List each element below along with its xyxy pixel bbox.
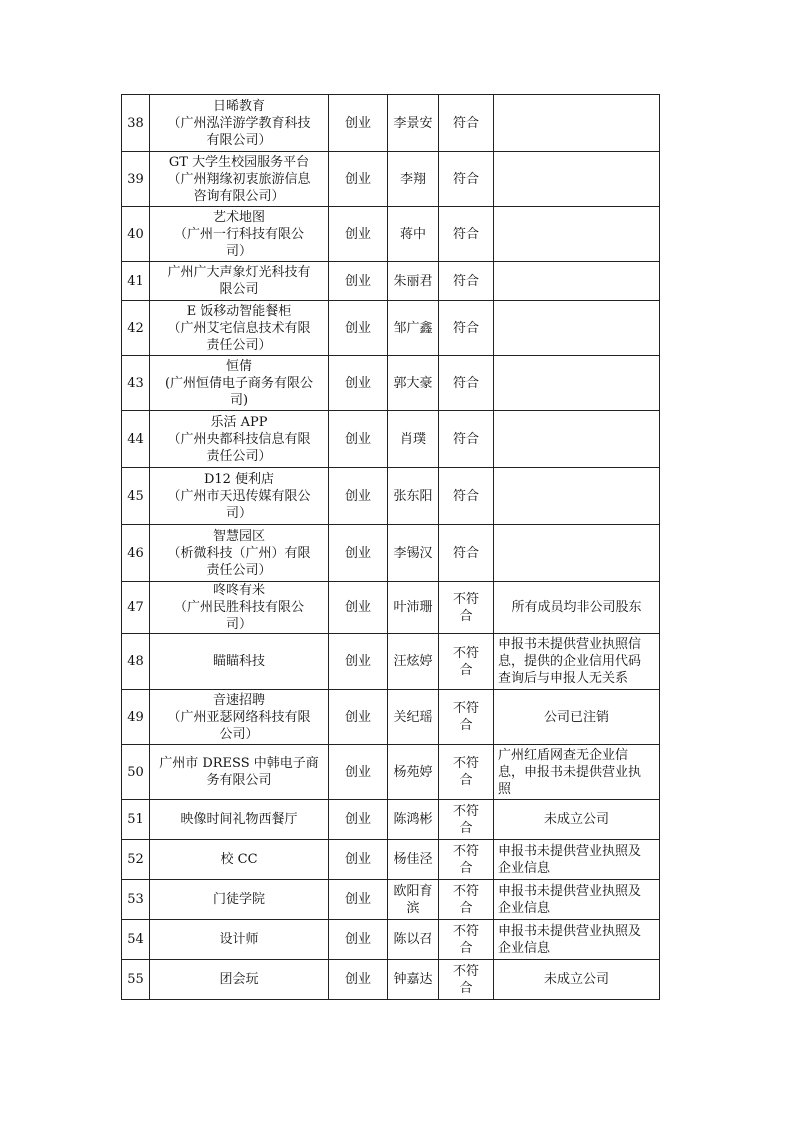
row-number-cell: 55 <box>122 960 150 1000</box>
applicant-cell: 叶沛珊 <box>388 582 439 634</box>
result-line: 不符 <box>452 591 479 607</box>
row-number-cell: 46 <box>122 525 150 582</box>
applicant-cell: 蒋中 <box>388 207 439 262</box>
project-cell <box>150 920 329 960</box>
note-cell <box>494 745 660 800</box>
result-cell <box>439 800 494 840</box>
project-line: 设计师 <box>219 932 259 947</box>
note-cell <box>494 690 660 745</box>
table-row <box>122 468 660 525</box>
result-cell: 符合 <box>439 152 494 207</box>
result-cell: 符合 <box>439 468 494 525</box>
note-line: 息，申报书未提供营业执 <box>498 764 642 780</box>
row-number-cell: 40 <box>122 207 150 262</box>
note-line: 息，提供的企业信用代码 <box>498 654 642 669</box>
project-line: 广州市 DRESS 中韩电子商 <box>159 756 319 771</box>
result-cell <box>439 582 494 634</box>
note-cell <box>494 582 660 634</box>
result-line: 不符 <box>452 883 479 899</box>
result-line: 合 <box>459 718 473 733</box>
project-line: 团会玩 <box>219 972 259 987</box>
project-cell <box>150 262 329 301</box>
project-line: 日晞教育 <box>212 98 265 114</box>
result-cell: 符合 <box>439 356 494 411</box>
note-cell <box>494 356 660 411</box>
applicant-line: 欧阳育 <box>393 883 433 899</box>
results-table <box>121 94 660 1000</box>
result-cell: 符合 <box>439 411 494 468</box>
result-cell: 符合 <box>439 95 494 152</box>
table-row <box>122 880 660 920</box>
category-cell: 创业 <box>329 745 388 800</box>
result-line: 不符 <box>452 756 479 771</box>
result-line: 合 <box>459 980 473 996</box>
note-cell <box>494 301 660 356</box>
table-row <box>122 262 660 301</box>
result-line: 合 <box>459 820 473 836</box>
results-table-body <box>122 95 660 1000</box>
table-row <box>122 690 660 745</box>
note-line: 企业信息 <box>498 860 551 876</box>
result-cell: 符合 <box>439 262 494 301</box>
project-line: （广州一行科技有限公 <box>173 226 304 242</box>
row-number-cell: 38 <box>122 95 150 152</box>
applicant-cell: 钟嘉达 <box>388 960 439 1000</box>
project-line: 乐活 APP <box>210 414 268 430</box>
table-row <box>122 411 660 468</box>
project-line: 校 CC <box>220 852 258 867</box>
row-number-cell: 52 <box>122 840 150 880</box>
applicant-cell: 杨苑婷 <box>388 745 439 800</box>
project-line: 司） <box>225 243 252 259</box>
project-cell <box>150 525 329 582</box>
note-cell <box>494 411 660 468</box>
applicant-cell: 张东阳 <box>388 468 439 525</box>
result-cell <box>439 745 494 800</box>
project-line: （析微科技（广州）有限 <box>167 545 311 561</box>
project-cell <box>150 468 329 525</box>
note-line: 查询后与申报人无关系 <box>498 671 629 686</box>
project-line: （广州泓洋游学教育科技 <box>167 115 311 131</box>
table-row <box>122 840 660 880</box>
note-line: 广州红盾网查无企业信 <box>498 747 629 763</box>
project-cell <box>150 745 329 800</box>
result-line: 合 <box>459 773 473 788</box>
project-line: （广州市天迅传媒有限公 <box>167 488 311 504</box>
result-line: 不符 <box>452 923 479 939</box>
category-cell: 创业 <box>329 960 388 1000</box>
result-cell: 符合 <box>439 207 494 262</box>
applicant-line: 滨 <box>406 900 420 916</box>
applicant-cell: 汪炫婷 <box>388 634 439 690</box>
note-cell <box>494 840 660 880</box>
note-line: 公司已注销 <box>543 709 609 725</box>
applicant-cell: 郭大豪 <box>388 356 439 411</box>
result-line: 不符 <box>452 803 479 819</box>
note-line: 未成立公司 <box>543 972 609 987</box>
note-cell <box>494 525 660 582</box>
category-cell: 创业 <box>329 262 388 301</box>
note-line: 申报书未提供营业执照及 <box>498 923 642 939</box>
table-row <box>122 356 660 411</box>
row-number-cell: 54 <box>122 920 150 960</box>
table-row <box>122 634 660 690</box>
note-cell <box>494 262 660 301</box>
project-line: 责任公司） <box>206 337 272 353</box>
category-cell: 创业 <box>329 356 388 411</box>
row-number-cell: 53 <box>122 880 150 920</box>
result-line: 不符 <box>452 963 479 979</box>
project-line: 限公司 <box>219 282 259 297</box>
category-cell: 创业 <box>329 301 388 356</box>
result-cell <box>439 920 494 960</box>
applicant-cell: 关纪瑶 <box>388 690 439 745</box>
note-cell <box>494 880 660 920</box>
category-cell: 创业 <box>329 207 388 262</box>
applicant-cell: 陈以召 <box>388 920 439 960</box>
project-cell <box>150 690 329 745</box>
project-line: 艺术地图 <box>212 209 265 225</box>
project-cell <box>150 582 329 634</box>
project-line: 司） <box>225 505 252 521</box>
project-line: 广州广大声象灯光科技有 <box>167 265 311 280</box>
category-cell: 创业 <box>329 800 388 840</box>
row-number-cell: 44 <box>122 411 150 468</box>
project-cell <box>150 152 329 207</box>
table-row <box>122 207 660 262</box>
applicant-cell: 李翔 <box>388 152 439 207</box>
category-cell: 创业 <box>329 411 388 468</box>
row-number-cell: 41 <box>122 262 150 301</box>
project-cell <box>150 95 329 152</box>
note-line: 申报书未提供营业执照及 <box>498 843 642 859</box>
project-cell <box>150 634 329 690</box>
note-line: 企业信息 <box>498 940 551 956</box>
table-row <box>122 960 660 1000</box>
result-line: 不符 <box>452 645 479 661</box>
note-line: 申报书未提供营业执照信 <box>498 637 642 652</box>
note-cell <box>494 468 660 525</box>
table-row <box>122 582 660 634</box>
table-row <box>122 920 660 960</box>
category-cell: 创业 <box>329 840 388 880</box>
category-cell: 创业 <box>329 880 388 920</box>
result-line: 合 <box>459 940 473 956</box>
applicant-cell: 肖璞 <box>388 411 439 468</box>
project-line: 司) <box>229 392 249 408</box>
result-line: 合 <box>459 608 473 624</box>
project-line: （广州民胜科技有限公 <box>173 600 304 615</box>
table-row <box>122 525 660 582</box>
table-row <box>122 301 660 356</box>
project-line: 音速招聘 <box>212 692 265 708</box>
project-cell <box>150 960 329 1000</box>
row-number-cell: 43 <box>122 356 150 411</box>
project-cell <box>150 356 329 411</box>
project-line: （广州艾宅信息技术有限 <box>167 320 311 336</box>
row-number-cell: 49 <box>122 690 150 745</box>
category-cell: 创业 <box>329 95 388 152</box>
row-number-cell: 48 <box>122 634 150 690</box>
note-line: 未成立公司 <box>543 812 609 827</box>
project-line: （广州翔缘初衷旅游信息 <box>167 171 311 187</box>
project-line: 映像时间礼物西餐厅 <box>180 812 298 827</box>
project-line: E 饭移动智能餐柜 <box>186 303 292 319</box>
category-cell: 创业 <box>329 690 388 745</box>
category-cell: 创业 <box>329 525 388 582</box>
project-line: 责任公司） <box>206 562 272 578</box>
project-line: 门徒学院 <box>212 892 265 907</box>
project-cell <box>150 840 329 880</box>
result-line: 合 <box>459 860 473 876</box>
table-row <box>122 745 660 800</box>
row-number-cell: 51 <box>122 800 150 840</box>
result-line: 合 <box>459 662 473 678</box>
project-line: 恒倩 <box>225 358 252 374</box>
applicant-cell: 陈鸿彬 <box>388 800 439 840</box>
note-line: 所有成员均非公司股东 <box>511 600 642 615</box>
category-cell: 创业 <box>329 468 388 525</box>
project-line: （广州央都科技信息有限 <box>167 431 311 447</box>
row-number-cell: 47 <box>122 582 150 634</box>
project-line: D12 便利店 <box>203 471 275 487</box>
project-cell <box>150 880 329 920</box>
applicant-cell: 李锡汉 <box>388 525 439 582</box>
project-line: GT 大学生校园服务平台 <box>168 154 310 170</box>
project-line: 瞄瞄科技 <box>212 654 265 669</box>
category-cell: 创业 <box>329 920 388 960</box>
result-cell <box>439 634 494 690</box>
applicant-cell: 李景安 <box>388 95 439 152</box>
project-cell <box>150 207 329 262</box>
project-line: 咚咚有米 <box>212 583 265 598</box>
category-cell: 创业 <box>329 582 388 634</box>
category-cell: 创业 <box>329 634 388 690</box>
applicant-cell: 朱丽君 <box>388 262 439 301</box>
note-cell <box>494 960 660 1000</box>
result-line: 合 <box>459 900 473 916</box>
result-cell: 符合 <box>439 525 494 582</box>
note-cell <box>494 152 660 207</box>
applicant-cell <box>388 880 439 920</box>
applicant-cell: 邹广鑫 <box>388 301 439 356</box>
note-cell <box>494 207 660 262</box>
note-line: 照 <box>498 781 512 797</box>
table-row <box>122 152 660 207</box>
note-line: 申报书未提供营业执照及 <box>498 883 642 899</box>
project-line: （广州亚瑟网络科技有限 <box>167 709 311 725</box>
row-number-cell: 50 <box>122 745 150 800</box>
result-cell <box>439 880 494 920</box>
row-number-cell: 42 <box>122 301 150 356</box>
note-line: 企业信息 <box>498 900 551 916</box>
project-line: 司） <box>225 617 252 632</box>
note-cell <box>494 95 660 152</box>
row-number-cell: 45 <box>122 468 150 525</box>
result-cell <box>439 690 494 745</box>
project-line: 智慧园区 <box>212 528 265 544</box>
result-cell <box>439 840 494 880</box>
result-cell: 符合 <box>439 301 494 356</box>
result-cell <box>439 960 494 1000</box>
project-line: 责任公司） <box>206 448 272 464</box>
project-cell <box>150 411 329 468</box>
result-line: 不符 <box>452 701 479 716</box>
project-line: 务有限公司 <box>206 773 272 788</box>
applicant-cell: 杨佳泾 <box>388 840 439 880</box>
project-line: 咨询有限公司） <box>193 188 285 204</box>
note-cell <box>494 634 660 690</box>
project-cell <box>150 800 329 840</box>
table-row <box>122 95 660 152</box>
project-cell <box>150 301 329 356</box>
row-number-cell: 39 <box>122 152 150 207</box>
note-cell <box>494 920 660 960</box>
project-line: 有限公司） <box>206 132 272 148</box>
note-cell <box>494 800 660 840</box>
project-line: (广州恒倩电子商务有限公 <box>164 375 314 391</box>
project-line: 公司） <box>219 726 259 742</box>
table-row <box>122 800 660 840</box>
category-cell: 创业 <box>329 152 388 207</box>
result-line: 不符 <box>452 843 479 859</box>
